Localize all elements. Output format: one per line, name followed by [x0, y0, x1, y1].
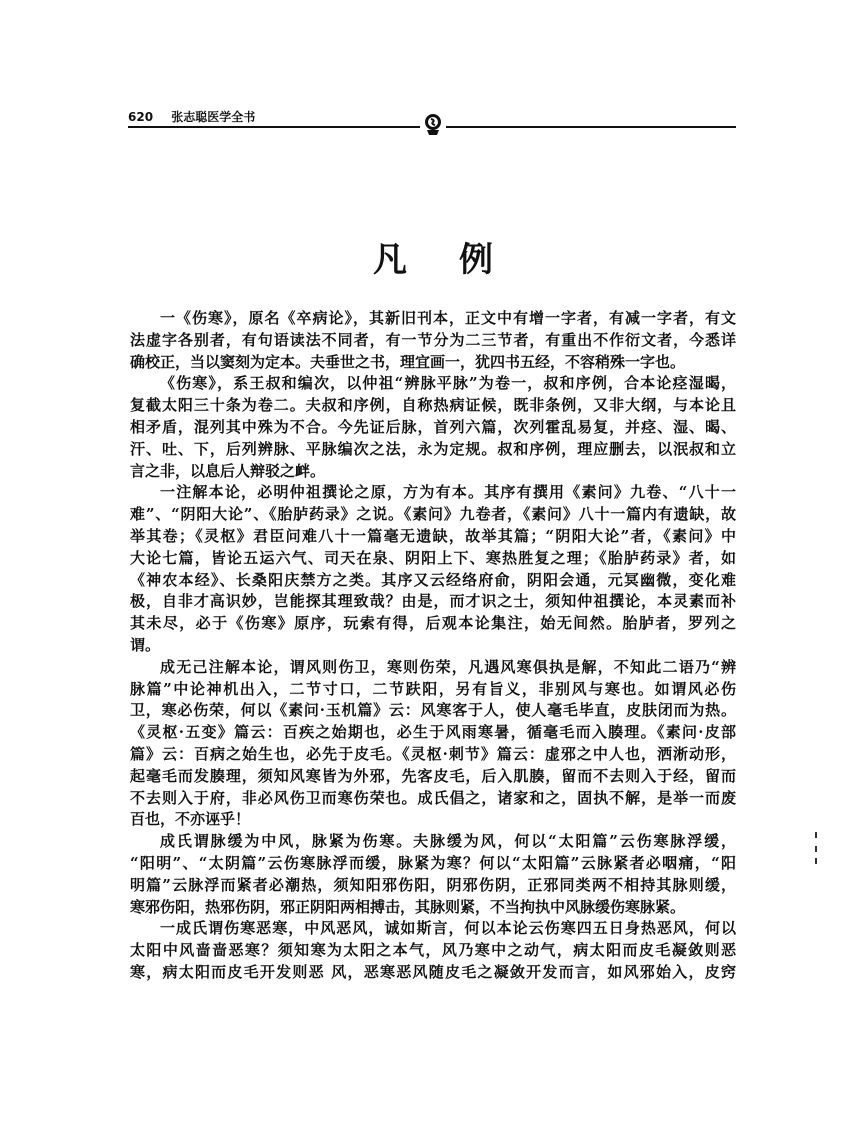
scan-artifact: [815, 832, 817, 838]
text-line: 一《伤寒》，原名《卒病论》，其新旧刊本，正文中有增一字者，有减一字者，有文: [160, 309, 736, 327]
text-line: 不去则入于府，非必风伤卫而寒伤荣也。成氏倡之，诸家和之，固执不解，是举一而废: [130, 788, 736, 807]
text-line: 法虚字各别者，有句语读法不同者，有一节分为二三节者，有重出不作衍文者，今悉详: [130, 330, 736, 349]
paragraph: [130, 657, 736, 831]
text-line: 难”、“阴阳大论”、《胎胪药录》之说。《素问》九卷者，《素问》八十一篇内有遗缺，故: [130, 505, 736, 524]
text-line: 汗、吐、下，后列辨脉、平脉编次之法，永为定规。叔和序例，理应删去，以泯叔和立: [130, 439, 736, 458]
text-line: 《伤寒》，系王叔和编次，以仲祖“辨脉平脉”为卷一，叔和序例，合本论痉湿暍，: [160, 374, 736, 393]
text-line: 《神农本经》、长桑阳庆禁方之类。其序又云经络府俞，阴阳会通，元冥幽微，变化难: [130, 570, 736, 589]
text-line: 起毫毛而发腠理，须知风寒皆为外邪，先客皮毛，后入肌腠，留而不去则入于经，留而: [130, 766, 736, 785]
text-line: 其未尽，必于《伤寒》原序，玩索有得，后观本论集注，始无间然。胎胪者，罗列之: [130, 614, 736, 633]
text-line: 言之非，以息后人辩驳之衅。: [130, 461, 326, 480]
text-line: 《灵枢·五变》篇云：百疾之始期也，必生于风雨寒暑，循毫毛而入腠理。《素问·皮部: [130, 723, 736, 742]
text-line: 卫，寒必伤荣，何以《素问·玉机篇》云：风寒客于人，使人毫毛毕直，皮肤闭而为热。: [130, 701, 736, 720]
scan-artifact: [815, 846, 817, 852]
running-header: [128, 108, 255, 125]
text-line: 寒，病太阳而皮毛开发则恶 风，恶寒恶风随皮毛之凝敛开发而言，如风邪始入，皮窍: [130, 962, 736, 981]
page-title: 凡例: [373, 240, 545, 280]
text-line: 成氏谓脉缓为中风，脉紧为伤寒。夫脉缓为风，何以“太阳篇”云伤寒脉浮缓，: [160, 832, 736, 851]
paragraph: [130, 373, 736, 482]
text-line: 一注解本论，必明仲祖撰论之原，方为有本。其序有撰用《素问》九卷、“八十一: [160, 483, 736, 502]
text-line: 大论七篇，皆论五运六气、司天在泉、阴阳上下、寒热胜复之理；《胎胪药录》者，如: [130, 548, 736, 567]
scan-artifact: [815, 858, 817, 864]
text-line: 太阳中风啬啬恶寒？须知寒为太阳之本气，风乃寒中之动气，病太阳而皮毛凝敛则恶: [130, 941, 736, 960]
emblem-icon: [423, 112, 443, 136]
text-line: 举其卷；《灵枢》君臣问难八十一篇毫无遗缺，故举其篇；“阴阳大论”者，《素问》中: [130, 526, 736, 545]
text-line: “阳明”、“太阴篇”云伤寒脉浮而缓，脉紧为寒？何以“太阳篇”云脉紧者必咽痛，“阳: [130, 853, 736, 872]
text-line: 篇》云：百病之始生也，必先于皮毛。《灵枢·刺节》篇云：虚邪之中人也，洒淅动形，: [130, 744, 736, 763]
text-line: 确校正，当以窦刻为定本。夫垂世之书，理宜画一，犹四书五经，不容稍殊一字也。: [130, 352, 686, 371]
text-line: 百也，不亦诬乎！: [130, 810, 251, 829]
paragraph: [130, 831, 736, 918]
text-line: 成无己注解本论，谓风则伤卫，寒则伤荣，凡遇风寒俱执是解，不知此二语乃“辨: [160, 657, 736, 676]
document-body: [130, 308, 736, 984]
header-rule-left: [128, 126, 420, 128]
text-line: 极，自非才高识妙，岂能探其理致哉？由是，而才识之士，须知仲祖撰论，本灵素而补: [130, 592, 736, 611]
book-title: 张志聪医学全书: [171, 110, 256, 124]
text-line: 谓。: [130, 635, 161, 654]
paragraph: [130, 308, 736, 373]
header-rule-right: [446, 126, 736, 128]
text-line: 相矛盾，混列其中殊为不合。今先证后脉，首列六篇，次列霍乱易复，并痉、湿、暍、: [130, 417, 736, 436]
page-number: 620: [128, 110, 154, 124]
paragraph: [130, 482, 736, 656]
text-line: 明篇”云脉浮而紧者必潮热，须知阳邪伤阳，阴邪伤阴，正邪同类两不相持其脉则缓，: [130, 875, 736, 894]
text-line: 复截太阳三十条为卷二。夫叔和序例，自称热病证候，既非条例，又非大纲，与本论且: [130, 396, 736, 415]
paragraph: [130, 918, 736, 983]
text-line: 寒邪伤阳，热邪伤阴，邪正阴阳两相搏击，其脉则紧，不当拘执中风脉缓伤寒脉紧。: [130, 897, 686, 916]
text-line: 脉篇”中论神机出入，二节寸口，二节趺阳，另有旨义，非别风与寒也。如谓风必伤: [130, 679, 736, 698]
text-line: 一成氏谓伤寒恶寒，中风恶风，诚如斯言，何以本论云伤寒四五日身热恶风，何以: [160, 919, 736, 938]
